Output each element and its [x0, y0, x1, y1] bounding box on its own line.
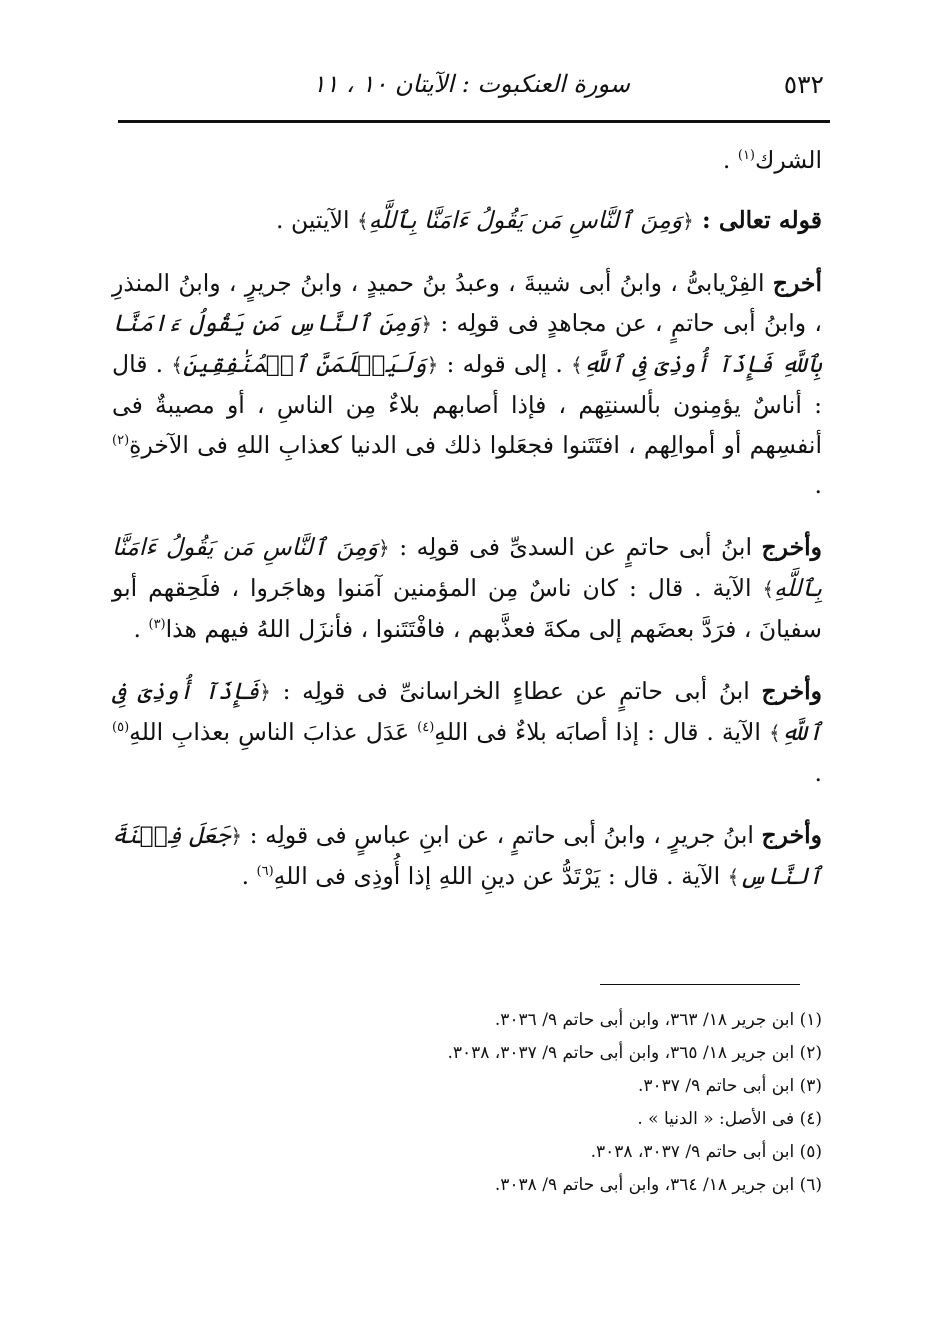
paragraph-end: . [722, 146, 738, 174]
paragraph-lead: وأخرج [761, 677, 822, 705]
paragraph-suddi [112, 527, 822, 649]
paragraph-text: الشرك [755, 146, 822, 174]
body-text [112, 140, 822, 919]
quran-quote: وَمِنَ ٱلنَّاسِ مَن يَقُولُ ءَامَنَّا بِٱللَّهِ [368, 206, 683, 234]
quran-bracket-open: ﴿ [426, 353, 439, 377]
paragraph-mujahid [112, 263, 822, 505]
paragraph-continuation [112, 140, 822, 180]
page-header [118, 64, 830, 108]
quran-bracket-close: ﴾ [727, 865, 740, 889]
footnote-ref: (٥) [112, 720, 130, 736]
quran-bracket-open: ﴿ [682, 209, 694, 233]
paragraph-end: . [133, 615, 149, 643]
running-title: سورة العنكبوت : الآيتان ١٠ ، ١١ [312, 70, 630, 98]
paragraph-text: ابنُ جريرٍ ، وابنُ أبى حاتمٍ ، عن ابنِ عباسٍ فى قولِه : [242, 821, 762, 849]
footnote-ref: (٢) [112, 433, 130, 449]
paragraph-lead: وأخرج [761, 533, 822, 561]
footnote-1: (١) ابن جرير ١٨/ ٣٦٣، وابن أبى حاتم ٩/ ٣٠٣٦. [494, 1010, 822, 1030]
paragraph-end: . [814, 759, 822, 787]
quran-bracket-close: ﴾ [768, 721, 781, 745]
quran-bracket-close: ﴾ [171, 353, 184, 377]
paragraph-text: . إلى قوله : [438, 350, 572, 378]
footnote-5: (٥) ابن أبى حاتم ٩/ ٣٠٣٧، ٣٠٣٨. [590, 1142, 822, 1162]
paragraph-text: ابنُ أبى حاتمٍ عن السدىِّ فى قولِه : [389, 533, 762, 561]
paragraph-text: ابنُ أبى حاتمٍ عن عطاءٍ الخراسانىِّ فى قولِه : [270, 677, 762, 705]
paragraph-ibn-abbas [112, 815, 822, 897]
quran-quote: جَعَلَ فِتۡنَةَ ٱلنَّاسِ [112, 821, 822, 890]
footnote-ref: (١) [737, 148, 755, 164]
quran-bracket-open: ﴿ [420, 312, 433, 336]
footnote-ref: (٤) [417, 720, 435, 736]
page-number: ٥٣٢ [783, 70, 824, 99]
paragraph-end: . [241, 862, 257, 890]
footnote-4: (٤) فى الأصل: « الدنيا » . [637, 1109, 822, 1129]
quran-quote: فَإِذَآ أُوذِىَ فِى ٱللَّهِ [112, 677, 822, 746]
paragraph-lead: وأخرج [761, 821, 822, 849]
paragraph-ata [112, 671, 822, 793]
quran-bracket-open: ﴿ [230, 824, 243, 848]
paragraph-text: . قال : أناسٌ يؤمِنون بألسنتِهم ، فإذا أصابهم بلاءٌ مِن الناسِ ، أو مصيبةٌ فى أنفسِهم أو أموالِهم ، افتَتَنوا فجعَلوا ذلك فى الدنيا كعذابِ اللهِ فى الآخرةِ [112, 350, 822, 459]
paragraph-end: . [814, 471, 822, 499]
paragraph-text: الآية . قال : يَرْتَدُّ عن دينِ اللهِ إذا أُوذِى فى اللهِ [273, 862, 728, 890]
quran-bracket-close: ﴾ [356, 209, 369, 233]
paragraph-text: الفِرْيابىُّ ، وابنُ أبى شيبةَ ، وعبدُ بنُ حميدٍ ، وابنُ جريرٍ ، وابنُ المنذرِ ، وابنُ أبى حاتمٍ ، عن مجاهدٍ فى قولِه : [112, 269, 822, 337]
footnote-ref: (٣) [148, 617, 166, 633]
quran-bracket-open: ﴿ [259, 680, 271, 704]
quran-bracket-open: ﴿ [378, 536, 390, 560]
paragraph-text: عَدَل عذابَ الناسِ بعذابِ اللهِ [129, 718, 418, 746]
footnote-ref: (٦) [256, 864, 274, 880]
footnote-rule [600, 984, 800, 985]
footnote-2: (٢) ابن جرير ١٨/ ٣٦٥، وابن أبى حاتم ٩/ ٣٠٣٧، ٣٠٣٨. [447, 1043, 822, 1063]
footnote-6: (٦) ابن جرير ١٨/ ٣٦٤، وابن أبى حاتم ٩/ ٣٠٣٨. [494, 1175, 822, 1195]
quran-bracket-close: ﴾ [762, 577, 775, 601]
quran-quote: وَمِنَ ٱلنَّاسِ مَن يَقُولُ ءَامَنَّا بِٱللَّهِ فَإِذَآ أُوذِىَ فِى ٱللَّهِ [112, 309, 822, 378]
footnotes [200, 1004, 822, 1202]
verse-heading [112, 200, 822, 241]
paragraph-lead: أخرج [772, 269, 822, 297]
verse-heading-rest: الآيتين . [276, 206, 357, 234]
paragraph-text: الآية . قال : كان ناسٌ مِن المؤمنين آمَنوا وهاجَروا ، فلَحِقهم أبو سفيانَ ، فرَدَّ بعضَهم إلى مكةَ فعذَّبهم ، فافْتَتَنوا ، فأنزَل اللهُ فيهم هذا [112, 574, 822, 643]
quran-quote: وَمِنَ ٱلنَّاسِ مَن يَقُولُ ءَامَنَّا بِٱللَّهِ [112, 533, 822, 602]
paragraph-text: الآية . قال : إذا أصابَه بلاءٌ فى اللهِ [434, 718, 769, 746]
verse-heading-lead: قوله تعالى : [693, 206, 822, 234]
footnote-3: (٣) ابن أبى حاتم ٩/ ٣٠٣٧. [637, 1076, 822, 1096]
quran-bracket-close: ﴾ [571, 353, 583, 377]
header-rule [118, 120, 830, 123]
quran-quote: وَلَيَعۡلَمَنَّ ٱلۡمُنَٰفِقِينَ [183, 350, 427, 378]
